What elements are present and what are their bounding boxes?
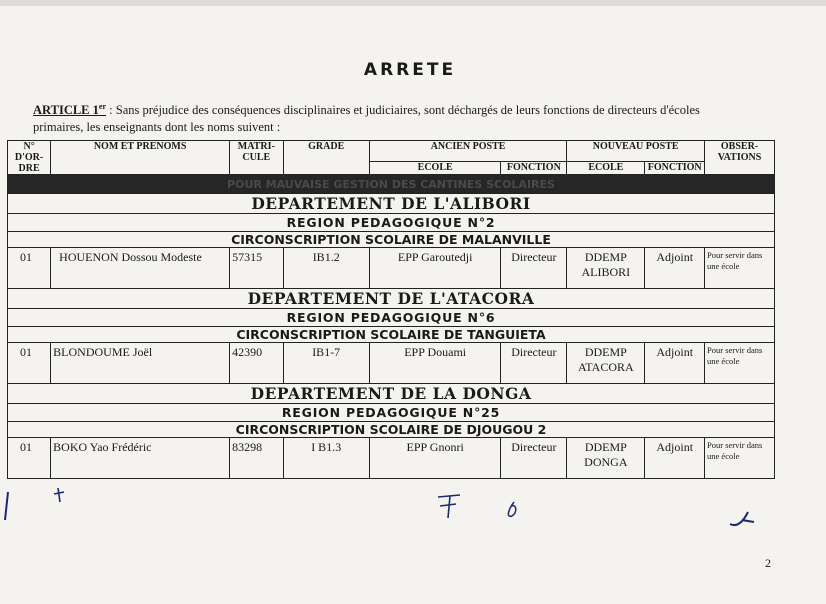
circonscription-heading: CIRCONSCRIPTION SCOLAIRE DE TANGUIETA (8, 327, 775, 343)
cell-order: 01 (8, 438, 51, 479)
initial-mark (54, 488, 64, 502)
header-order: N° D'OR-DRE (8, 141, 51, 175)
cell-new-function: Adjoint (645, 438, 705, 479)
header-grade: GRADE (283, 141, 369, 175)
article-text: : Sans préjudice des conséquences disciplinaires et judiciaires, sont déchargés de leurs fonctions de directeurs d'écoles primaires, les enseignants dont les noms suivent : (33, 103, 700, 135)
cell-order: 01 (8, 343, 51, 384)
cell-grade: IB1.2 (283, 248, 369, 289)
cell-old-school: EPP Douami (369, 343, 501, 384)
cell-old-school: EPP Gnonri (369, 438, 501, 479)
reason-banner: POUR MAUVAISE GESTION DES CANTINES SCOLAIRES (8, 175, 775, 194)
header-old-post: ANCIEN POSTE (369, 141, 566, 162)
page-number: 2 (765, 556, 771, 570)
initial-mark (438, 495, 460, 518)
header-name: NOM ET PRENOMS (51, 141, 230, 175)
header-new-post: NOUVEAU POSTE (567, 141, 705, 162)
cell-matricule: 57315 (230, 248, 283, 289)
cell-observation: Pour servir dans une école (705, 438, 775, 479)
cell-matricule: 42390 (230, 343, 283, 384)
cell-name: BOKO Yao Frédéric (51, 438, 230, 479)
department-heading: DEPARTEMENT DE L'ATACORA (8, 289, 775, 309)
header-new-school: ECOLE (567, 162, 645, 175)
cell-new-school: DDEMP DONGA (567, 438, 645, 479)
cell-matricule: 83298 (230, 438, 283, 479)
region-heading: REGION PEDAGOGIQUE N°6 (8, 309, 775, 327)
cell-old-function: Directeur (501, 248, 567, 289)
circonscription-heading: CIRCONSCRIPTION SCOLAIRE DE MALANVILLE (8, 232, 775, 248)
cell-new-function: Adjoint (645, 343, 705, 384)
cell-old-school: EPP Garoutedji (369, 248, 501, 289)
article-label: ARTICLE 1er (33, 102, 107, 118)
cell-name: BLONDOUME Joël (51, 343, 230, 384)
department-heading: DEPARTEMENT DE LA DONGA (8, 384, 775, 404)
header-old-function: FONCTION (501, 162, 567, 175)
header-observations: OBSER-VATIONS (705, 141, 775, 175)
region-heading: REGION PEDAGOGIQUE N°25 (8, 404, 775, 422)
header-old-school: ECOLE (369, 162, 501, 175)
circonscription-heading: CIRCONSCRIPTION SCOLAIRE DE DJOUGOU 2 (8, 422, 775, 438)
cell-observation: Pour servir dans une école (705, 343, 775, 384)
cell-grade: IB1-7 (283, 343, 369, 384)
cell-grade: I B1.3 (283, 438, 369, 479)
cell-new-school: DDEMP ALIBORI (567, 248, 645, 289)
header-new-function: FONCTION (645, 162, 705, 175)
document-title: ARRETE (363, 60, 457, 80)
cell-old-function: Directeur (501, 438, 567, 479)
initial-mark (508, 502, 515, 516)
cell-name: HOUENON Dossou Modeste (51, 248, 230, 289)
initial-mark (5, 492, 8, 520)
region-heading: REGION PEDAGOGIQUE N°2 (8, 214, 775, 232)
department-heading: DEPARTEMENT DE L'ALIBORI (8, 194, 775, 214)
initial-mark (730, 512, 754, 525)
cell-order: 01 (8, 248, 51, 289)
cell-new-school: DDEMP ATACORA (567, 343, 645, 384)
cell-observation: Pour servir dans une école (705, 248, 775, 289)
cell-old-function: Directeur (501, 343, 567, 384)
cell-new-function: Adjoint (645, 248, 705, 289)
header-matricule: MATRI-CULE (230, 141, 283, 175)
